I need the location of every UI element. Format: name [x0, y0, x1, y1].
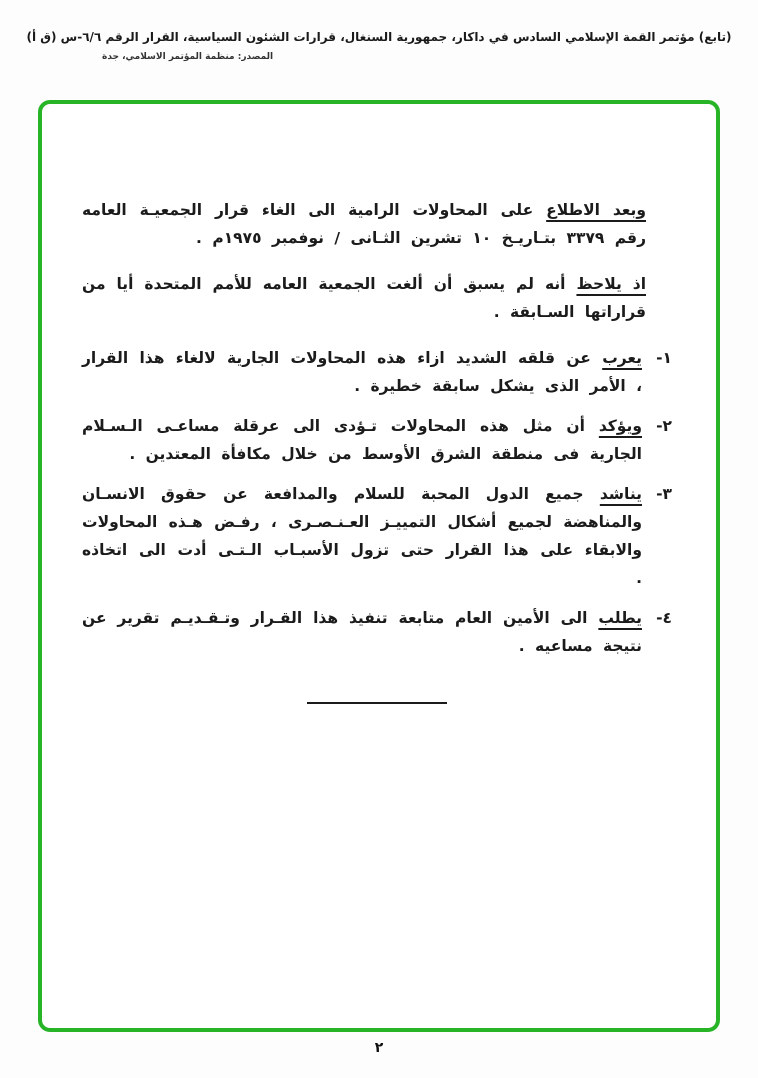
preamble-paragraph-1: [82, 196, 646, 252]
document-source-line: المصدر: منظمة المؤتمر الاسلامي، جدة: [102, 52, 274, 62]
lead-word: ويؤكد: [598, 417, 642, 435]
item-number: ١-: [656, 349, 672, 367]
lead-word: يناشد: [599, 485, 642, 503]
resolution-item-3: [82, 480, 672, 592]
lead-word: اذ يلاحظ: [576, 275, 647, 293]
paragraph-text: أن مثل هذه المحاولات تـؤدى الى عرقلة مساعـى الـسـلام الجارية فى منطقة الشرق الأوسط من خلال مكافأة المعتدين .: [82, 417, 642, 463]
document-frame: [38, 100, 720, 1032]
preamble-paragraph-2: [82, 270, 646, 326]
paragraph-text: أنه لم يسبق أن ألغت الجمعية العامه للأمم المتحدة أيا من قراراتها السـابقة .: [82, 275, 646, 321]
paragraph-text: الى الأمين العام متابعة تنفيذ هذا القـرار وتـقـديـم تقرير عن نتيجة مساعيه .: [82, 609, 642, 655]
paragraph-text: عن قلقه الشديد ازاء هذه المحاولات الجارية لالغاء هذا القرار ، الأمر الذى يشكل سابقة خطيرة .: [82, 349, 642, 395]
page-number: ٢: [374, 1040, 384, 1056]
item-number: ٤-: [656, 609, 672, 627]
resolution-item-1: [82, 344, 672, 400]
item-number: ٣-: [656, 485, 672, 503]
lead-word: يطلب: [598, 609, 642, 627]
item-text: [82, 344, 642, 400]
item-number: ٢-: [656, 417, 672, 435]
item-text: [82, 412, 642, 468]
lead-word: يعرب: [602, 349, 642, 367]
resolution-item-4: [82, 604, 672, 660]
closing-rule: [307, 702, 447, 704]
item-text: [82, 480, 642, 592]
resolution-item-2: [82, 412, 672, 468]
lead-word: وبعد الاطلاع: [546, 201, 646, 219]
document-content: [82, 196, 672, 704]
paragraph-text: على المحاولات الرامية الى الغاء قرار الجمعيـة العامه رقم ٣٣٧٩ بتـاريـخ ١٠ تشرين الثـانى / نوفمبر ١٩٧٥م .: [82, 201, 646, 247]
item-text: [82, 604, 642, 660]
paragraph-text: جميع الدول المحبة للسلام والمدافعة عن حقوق الانسـان والمناهضة لجميع أشكال التمييـز العـنـصـرى ، رفـض هـذه المحاولات والابقاء على هذا القرار حتى تزول الأسبـاب الـتـى أدت الى اتخاذه .: [82, 485, 642, 587]
document-header-title: (تابع) مؤتمر القمة الإسلامي السادس في داكار، جمهورية السنغال، قرارات الشئون السياسية، القرار الرقم ٦/٦-س (ق أ): [26, 30, 732, 44]
